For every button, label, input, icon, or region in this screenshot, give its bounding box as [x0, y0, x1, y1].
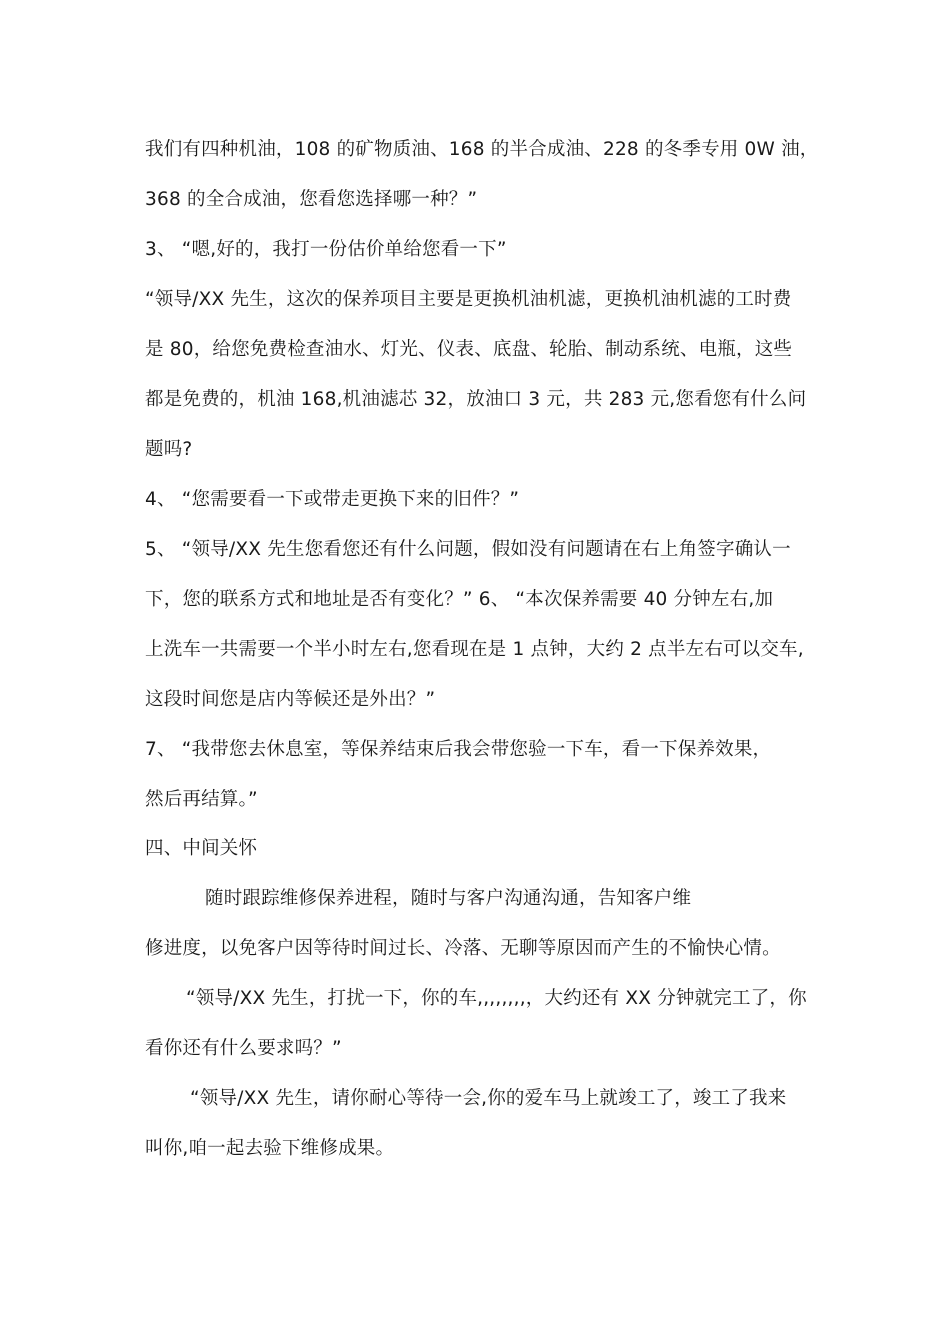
- text-line: 368 的全合成油，您看您选择哪一种？”: [145, 189, 478, 210]
- text-line: 我们有四种机油，108 的矿物质油、168 的半合成油、228 的冬季专用 0W 油，: [145, 139, 819, 160]
- text-line: 5、 “领导/XX 先生您看您还有什么问题，假如没有问题请在右上角签字确认一: [145, 539, 791, 560]
- text-line: “领导/XX 先生，打扰一下，你的车,,,,,,,,，大约还有 XX 分钟就完工了，你: [186, 988, 807, 1009]
- text-line: 这段时间您是店内等候还是外出？”: [145, 689, 436, 710]
- text-line: 然后再结算。”: [145, 789, 258, 810]
- text-line: 下，您的联系方式和地址是否有变化？” 6、 “本次保养需要 40 分钟左右,加: [145, 589, 774, 610]
- text-line: 都是免费的，机油 168,机油滤芯 32，放油口 3 元，共 283 元,您看您有什么问: [145, 389, 807, 410]
- text-line: 修进度，以免客户因等待时间过长、冷落、无聊等原因而产生的不愉快心情。: [145, 938, 781, 959]
- text-line: “领导/XX 先生，请你耐心等待一会,你的爱车马上就竣工了，竣工了我来: [190, 1088, 787, 1109]
- text-line: 看你还有什么要求吗？”: [145, 1038, 342, 1059]
- text-line: 题吗?: [145, 439, 193, 460]
- text-line: 4、 “您需要看一下或带走更换下来的旧件？”: [145, 489, 520, 510]
- text-line: 3、 “嗯,好的，我打一份估价单给您看一下”: [145, 239, 507, 260]
- text-line: 随时跟踪维修保养进程，随时与客户沟通沟通，告知客户维: [205, 888, 692, 909]
- section-heading: 四、中间关怀: [145, 838, 258, 859]
- text-line: 上洗车一共需要一个半小时左右,您看现在是 1 点钟，大约 2 点半左右可以交车,: [145, 639, 804, 660]
- text-line: 7、 “我带您去休息室，等保养结束后我会带您验一下车，看一下保养效果，: [145, 739, 772, 760]
- text-line: 是 80，给您免费检查油水、灯光、仪表、底盘、轮胎、制动系统、电瓶，这些: [145, 339, 793, 360]
- text-line: 叫你,咱一起去验下维修成果。: [145, 1138, 395, 1159]
- text-line: “领导/XX 先生，这次的保养项目主要是更换机油机滤，更换机油机滤的工时费: [145, 289, 792, 310]
